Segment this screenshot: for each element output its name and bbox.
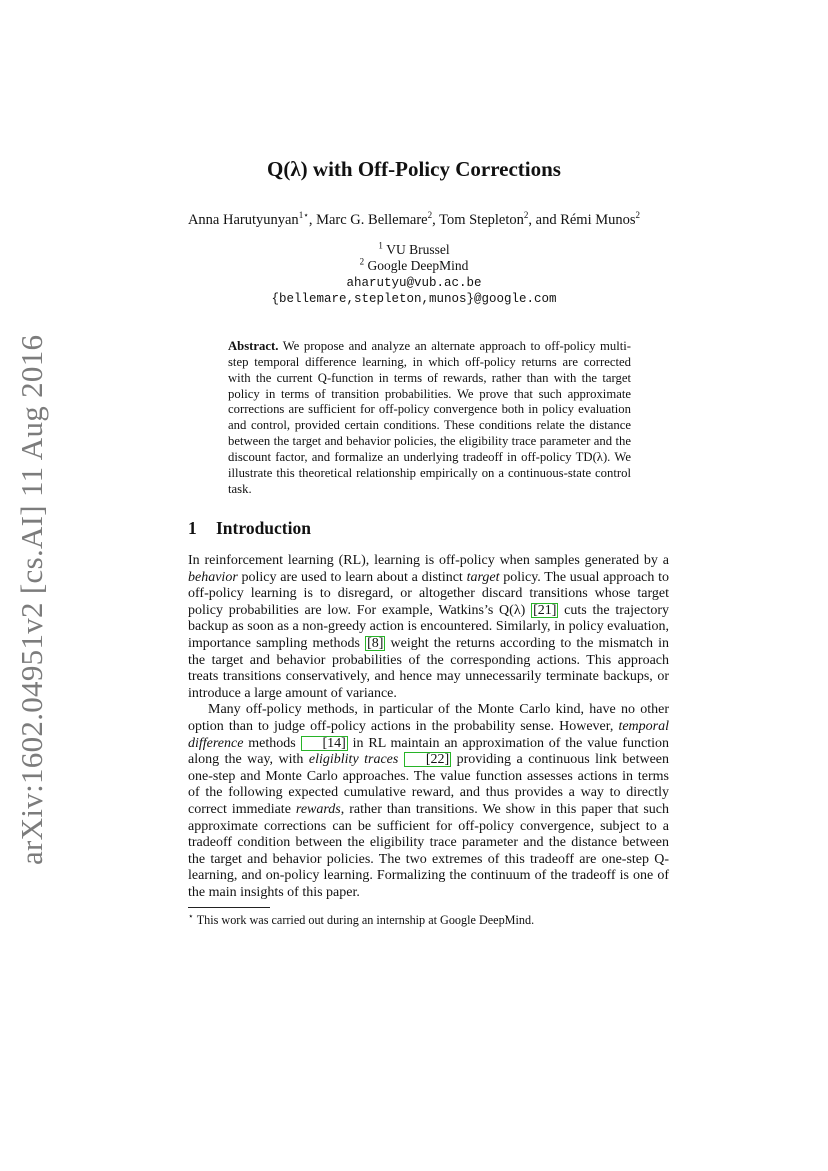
text-run: weight the returns according to the mismatch in the target and behavior probabilities of the corresponding actions. This approach treats transitions conservatively, and hence may unnecessarily terminate backups, or introduce a large amount of variance. (188, 635, 669, 701)
text-run: In reinforcement learning (RL), learning is off-policy when samples generated by a (188, 553, 669, 568)
author-mark: 2 (427, 210, 433, 221)
affiliation-name: Google DeepMind (367, 258, 469, 273)
citation-link[interactable]: [14] (301, 736, 348, 751)
affiliation-2 (240, 258, 588, 274)
author-separator: , (308, 212, 317, 228)
arxiv-identifier: arXiv:1602.04951v2 [cs.AI] 11 Aug 2016 (14, 334, 49, 865)
author-name: Anna Harutyunyan (187, 212, 299, 228)
citation-link[interactable]: [22] (404, 752, 451, 767)
author-list (140, 212, 688, 229)
affiliation-mark: 2 (359, 256, 365, 267)
citation-link[interactable]: [21] (533, 602, 557, 618)
text-run: policy are used to learn about a distinct (237, 569, 467, 585)
author-mark: 2 (635, 210, 641, 221)
author-separator: , (432, 212, 440, 228)
section-title: Introduction (216, 518, 311, 538)
abstract-label: Abstract. (228, 339, 279, 353)
text-run: Many off-policy methods, in particular of the Monte Carlo kind, have no other option than to judge off-policy actions in the probability sense. However, (188, 702, 669, 734)
email-1[interactable]: aharutyu@vub.ac.be (346, 276, 482, 290)
text-run: cuts the trajectory backup as soon as a non-greedy action is encountered. Similarly, in policy evaluation, importance sampling methods (188, 602, 669, 651)
text-run: in RL maintain an approximation of the value function along the way, with (188, 735, 669, 768)
affiliation-name: VU Brussel (386, 242, 450, 257)
author-separator: , and (528, 212, 561, 228)
text-run: policy. The usual approach to off-policy learning is to disregard, or altogether discard transitions whose target policy probabilities are low. For example, Watkins’s Q(λ) (188, 569, 670, 618)
abstract (228, 339, 631, 497)
affiliation-mark: 1 (378, 240, 383, 251)
paragraph-1 (188, 553, 669, 702)
affiliation-1 (240, 242, 588, 258)
emphasis: behavior (188, 569, 238, 585)
emphasis: eligiblity traces (308, 752, 399, 768)
author-name: Tom Stepleton (439, 212, 524, 228)
text-run: , rather than transitions. We show in this paper that such approximate corrections can be sufficient for off-policy convergence, subject to a tradeoff condition between the eligibility trace parameter and the distance between the target and behavior policies. The two extremes of this tradeoff are one-step Q-learning, and on-policy learning. Formalizing the continuum of the tradeoff is one of the main insights of this paper. (188, 801, 669, 900)
emphasis: target (466, 569, 500, 585)
paper-title: Q(λ) with Off-Policy Corrections (267, 157, 561, 181)
author-name: Marc G. Bellemare (316, 212, 428, 228)
author-mark: 2 (523, 210, 529, 221)
footnote-mark: ⋆ (188, 910, 194, 921)
footnote-text: This work was carried out during an internship at Google DeepMind. (196, 913, 535, 927)
author-mark: 1⋆ (298, 210, 309, 221)
abstract-text: We propose and analyze an alternate approach to off-policy multi-step temporal difference learning, in which off-policy returns are corrected with the current Q-function in terms of rewards, rather than with the target policy in terms of transition probabilities. We prove that such approximate corrections are sufficient for off-policy convergence both in policy evaluation and control, provided certain conditions. These conditions relate the distance between the target and behavior policies, the eligibility trace parameter and the discount factor, and formalize an underlying tradeoff in off-policy TD(λ). We illustrate this theoretical relationship empirically on a continuous-state control task. (228, 339, 631, 496)
citation-link[interactable]: [8] (367, 635, 384, 651)
section-number: 1 (188, 518, 197, 538)
author-name: Rémi Munos (560, 212, 636, 228)
footnote-rule (188, 907, 270, 908)
footnote (188, 910, 669, 928)
body-text (188, 553, 669, 901)
email-2[interactable]: {bellemare,stepleton,munos}@google.com (271, 292, 557, 306)
emphasis: temporal difference (188, 718, 669, 751)
text-run: providing a continuous link between one-step and Monte Carlo approaches. The value function assesses actions in terms of the following expected cumulative reward, and thus provides a way to directly correct immediate (188, 752, 669, 817)
text-run: methods (243, 735, 301, 751)
emphasis: rewards (295, 801, 341, 817)
section-heading (188, 518, 311, 539)
paragraph-2 (188, 702, 669, 901)
